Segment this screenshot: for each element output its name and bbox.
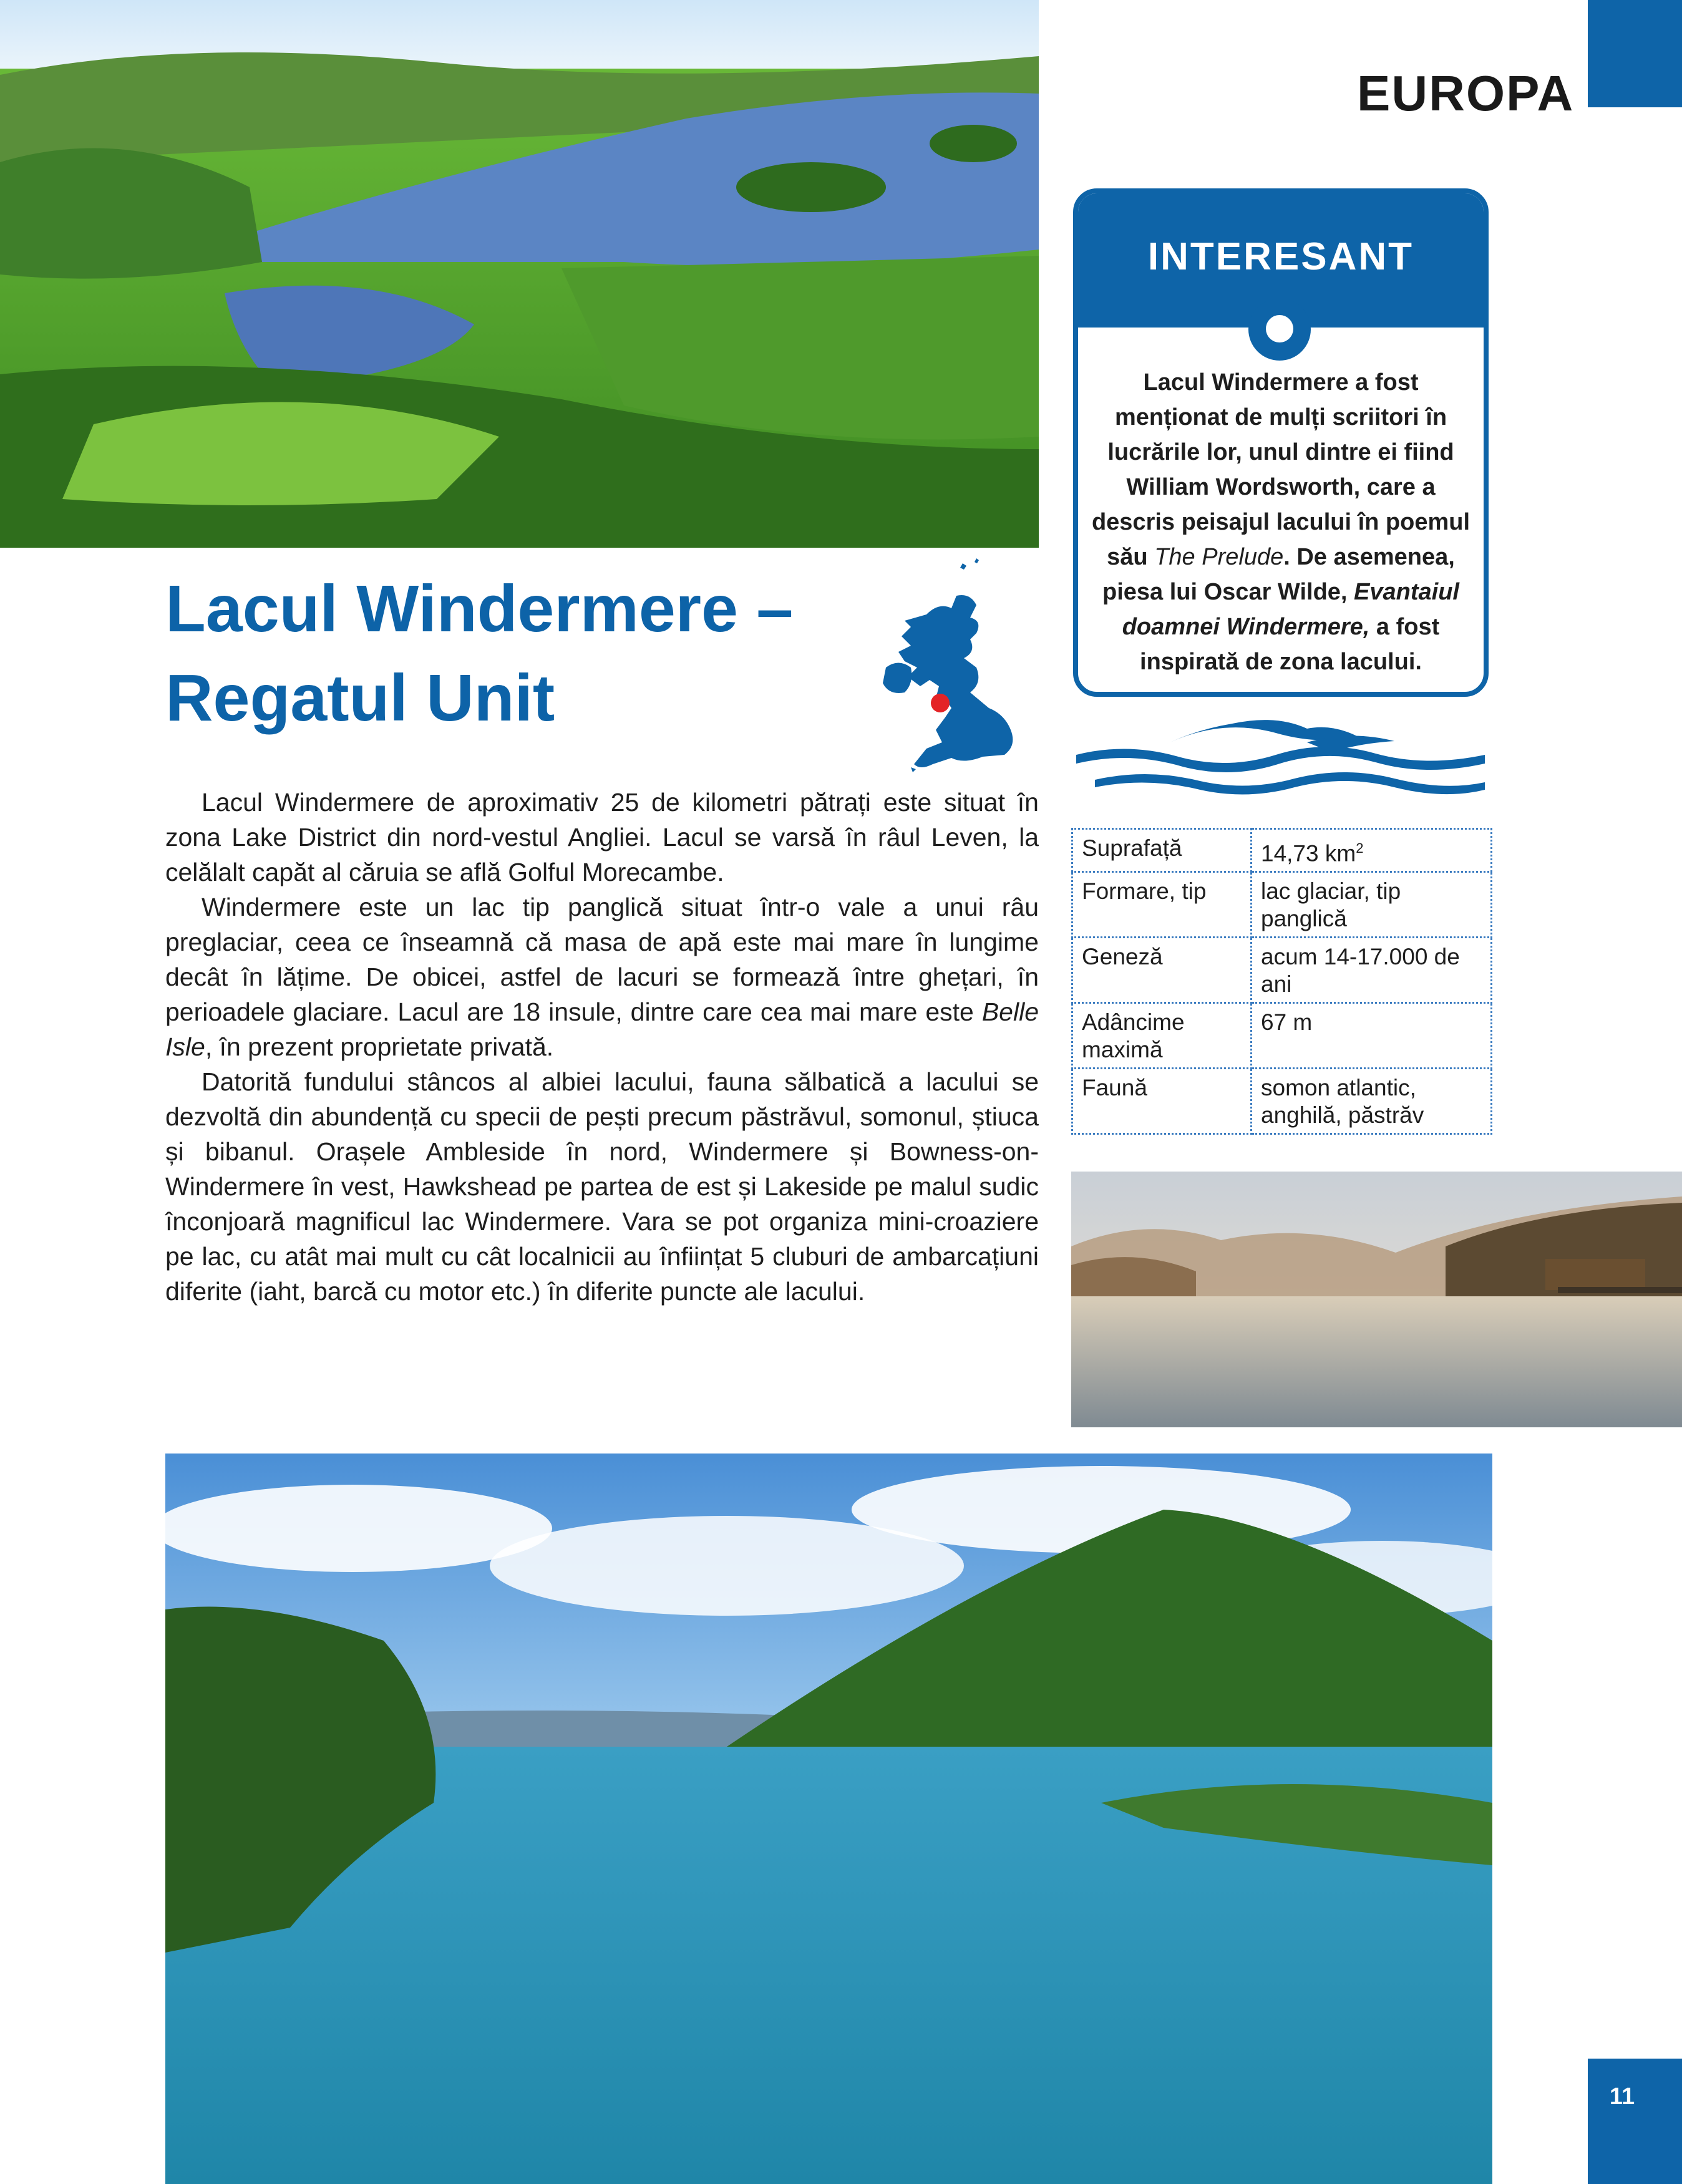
title-line-1: Lacul Windermere – [165, 572, 794, 646]
interesant-box [1073, 188, 1489, 697]
fact-key: Faună [1072, 1069, 1252, 1134]
fact-key: Geneză [1072, 938, 1252, 1003]
fact-key: Suprafață [1072, 829, 1252, 872]
fact-value: acum 14-17.000 de ani [1252, 938, 1492, 1003]
section-label: EUROPA [1357, 66, 1575, 121]
table-row [1072, 938, 1492, 1003]
table-row [1072, 829, 1492, 872]
title-line-2: Regatul Unit [165, 661, 555, 735]
belle-isle: Belle Isle [165, 997, 1039, 1061]
section-tab [1588, 0, 1682, 107]
page-number-tab [1588, 2059, 1682, 2184]
fact-value: lac glaciar, tip panglică [1252, 872, 1492, 938]
waves-icon [1070, 717, 1491, 811]
fact-key: Formare, tip [1072, 872, 1252, 938]
paragraph-2: Windermere este un lac tip panglică situat într-o vale a unui râu preglaciar, ceea ce înseamnă că masa de apă este mai mare în lungime decât în lățime. De obicei, astfel de lacuri se formează între ghețari, în perioadele glaciare. Lacul are 18 insule, dintre care cea mai mare este Belle Isle, în prezent proprietate privată. [165, 893, 1039, 1061]
table-row [1072, 1003, 1492, 1069]
interesant-text: Lacul Windermere a fost menționat de mulți scriitori în lucrările lor, unul dintre ei fiind William Wordsworth, care a descris peisajul lacului în poemul său The Prelude. De asemenea, piesa lui Oscar Wilde, Evantaiul doamnei Windermere, a fost inspirată de zona lacului. [1091, 369, 1471, 675]
table-row [1072, 1069, 1492, 1134]
interesant-title: INTERESANT [1147, 235, 1414, 278]
interesant-dot [1266, 315, 1293, 342]
fact-value: 14,73 $km^2$ [1252, 829, 1492, 872]
table-row [1072, 872, 1492, 938]
article-body [165, 785, 1039, 1309]
fact-key: Adâncime maximă [1072, 1003, 1252, 1069]
uk-map-icon [883, 558, 1020, 783]
paragraph-1: Lacul Windermere de aproximativ 25 de kilometri pătrați este situat în zona Lake District din nord-vestul Angliei. Lacul se varsă în râul Leven, la celălalt capăt al căruia se află Golful Morecambe. [165, 788, 1039, 886]
paragraph-3: Datorită fundului stâncos al albiei lacului, fauna sălbatică a lacului se dezvoltă din abundență cu specii de pești precum păstrăvul, somonul, știuca și bibanul. Orașele Ambleside în nord, Windermere și Bowness-on-Windermere în vest, Hawkshead pe partea de est și Lakeside pe malul sudic înconjoară magnificul lac Windermere. Vara se pot organiza mini-croaziere pe lac, cu atât mai mult cu cât localnicii au înființat 5 cluburi de ambarcațiuni diferite (iaht, barcă cu motor etc.) în diferite puncte ale lacului. [165, 1067, 1039, 1306]
misty-lake-photo [1071, 1172, 1682, 1427]
fact-value: 67 m [1252, 1003, 1492, 1069]
lake-aerial-photo [0, 0, 1039, 548]
sailboats-lake-photo [165, 1454, 1492, 2184]
facts-table [1071, 828, 1492, 1135]
page-number: 11 [1609, 2084, 1635, 2110]
article-title [165, 565, 858, 743]
fact-value: somon atlantic, anghilă, păstrăv [1252, 1069, 1492, 1134]
